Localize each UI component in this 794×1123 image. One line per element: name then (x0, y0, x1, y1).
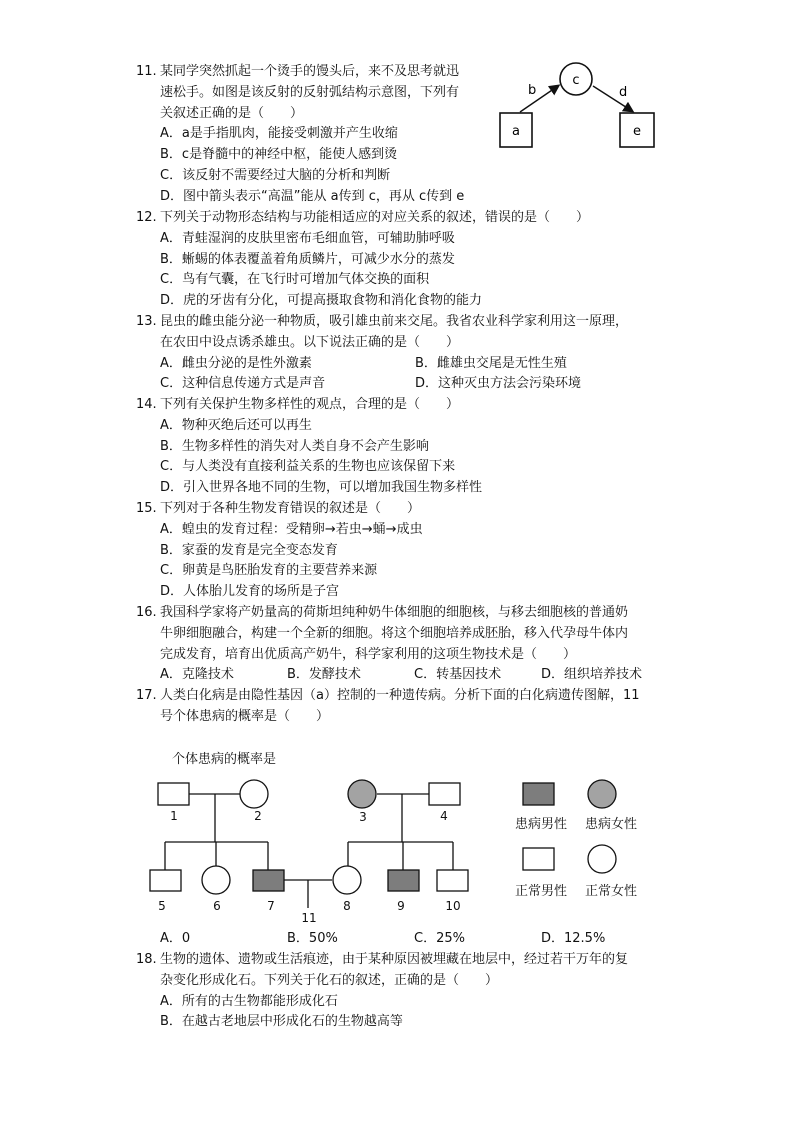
option-row (136, 665, 676, 686)
pedigree-chart (140, 770, 660, 930)
option-c: C．转基因技术 (414, 667, 502, 683)
question-17-options (136, 929, 676, 950)
legend-normal-female-symbol (588, 845, 616, 873)
option-row (136, 374, 676, 395)
option-b: B．雌雄虫交尾是无性生殖 (415, 355, 567, 371)
option-a: A．克隆技术 (160, 667, 234, 683)
label-e: e (633, 124, 641, 139)
legend-normal-female-label: 正常女性 (584, 884, 638, 899)
question-17 (136, 686, 676, 728)
individual-7-affected-male (253, 870, 284, 891)
individual-3-affected-female (348, 780, 376, 808)
reflex-arc-diagram (490, 58, 670, 158)
question-stem-line: 牛卵细胞融合，构建一个全新的细胞。将这个细胞培养成胚胎，移入代孕母牛体内 (160, 625, 629, 641)
option-a: A．蝗虫的发育过程：受精卵→若虫→蛹→成虫 (160, 521, 423, 537)
individual-5-normal-male (150, 870, 181, 891)
figure-title: 个体患病的概率是 (172, 752, 277, 767)
legend-affected-female-symbol (588, 780, 616, 808)
legend-affected-male-label: 患病男性 (514, 817, 568, 832)
question-stem-line: 关叙述正确的是（ ） (160, 105, 304, 121)
legend-affected-male-symbol (523, 783, 554, 805)
option-row (136, 929, 676, 950)
question-stem: 12. 下列关于动物形态结构与功能相适应的对应关系的叙述，错误的是（ ） (136, 208, 676, 229)
legend-affected-female-label: 患病女性 (584, 817, 638, 832)
question-number: 16. (136, 605, 157, 620)
option-b: B．50% (287, 931, 338, 946)
individual-2-normal-female (240, 780, 268, 808)
option-b: B．发酵技术 (287, 667, 361, 683)
question-number: 18. (136, 952, 157, 967)
option-b: B．家蚕的发育是完全变态发育 (160, 542, 338, 558)
question-stem: 14. 下列有关保护生物多样性的观点，合理的是（ ） (136, 395, 676, 416)
label-a: a (512, 124, 520, 139)
question-15 (136, 499, 676, 603)
question-16 (136, 603, 676, 686)
label-9: 9 (397, 899, 405, 913)
individual-6-normal-female (202, 866, 230, 894)
question-stem: 13. 昆虫的雌虫能分泌一种物质，吸引雄虫前来交尾。我省农业科学家利用这一原理， (136, 312, 676, 333)
option-d: D．人体胎儿发育的场所是子宫 (160, 584, 340, 600)
option-d: D．图中箭头表示“高温”能从 a传到 c，再从 c传到 e (160, 188, 465, 204)
option-c: C．这种信息传递方式是声音 (160, 376, 326, 392)
legend-normal-male-label: 正常男性 (514, 884, 568, 899)
question-number: 11. (136, 64, 157, 79)
question-18 (136, 950, 676, 1033)
question-stem-line: 杂变化形成化石。下列关于化石的叙述，正确的是（ ） (160, 972, 499, 988)
question-stem: 16. 我国科学家将产奶量高的荷斯坦纯种奶牛体细胞的细胞核，与移去细胞核的普通奶 (136, 603, 676, 624)
label-6: 6 (213, 899, 221, 913)
option-d: D．虎的牙齿有分化，可提高摄取食物和消化食物的能力 (160, 293, 483, 309)
question-13 (136, 312, 676, 395)
question-number: 12. (136, 210, 157, 225)
label-11: 11 (301, 911, 317, 925)
option-a: A．所有的古生物都能形成化石 (160, 993, 338, 1009)
question-stem: 15. 下列对于各种生物发育错误的叙述是（ ） (136, 499, 676, 520)
question-stem: 18. 生物的遗体、遗物或生活痕迹，由于某种原因被埋藏在地层中，经过若干万年的复 (136, 950, 676, 971)
individual-10-normal-male (437, 870, 468, 891)
label-d: d (619, 85, 628, 100)
option-c: C．与人类没有直接利益关系的生物也应该保留下来 (160, 459, 456, 475)
legend-normal-male-symbol (523, 848, 554, 870)
option-a: A．青蛙湿润的皮肤里密布毛细血管，可辅助肺呼吸 (160, 230, 455, 246)
option-b: B．在越古老地层中形成化石的生物越高等 (160, 1014, 403, 1030)
label-b: b (528, 83, 537, 98)
option-d: D．这种灭虫方法会污染环境 (415, 376, 582, 392)
question-number: 15. (136, 501, 157, 516)
option-b: B．生物多样性的消失对人类自身不会产生影响 (160, 438, 429, 454)
option-row (136, 354, 676, 375)
option-a: A．物种灭绝后还可以再生 (160, 417, 312, 433)
option-a: A．0 (160, 931, 191, 946)
option-d: D．引入世界各地不同的生物，可以增加我国生物多样性 (160, 480, 483, 496)
label-3: 3 (359, 810, 367, 824)
option-c: C．鸟有气囊，在飞行时可增加气体交换的面积 (160, 272, 430, 288)
option-c: C．卵黄是鸟胚胎发育的主要营养来源 (160, 563, 378, 579)
option-a: A．雌虫分泌的是性外激素 (160, 355, 312, 371)
label-4: 4 (440, 809, 448, 823)
label-1: 1 (170, 809, 178, 823)
individual-8-normal-female (333, 866, 361, 894)
question-12 (136, 208, 676, 312)
question-number: 14. (136, 397, 157, 412)
question-stem-line: 在农田中设点诱杀雄虫。以下说法正确的是（ ） (160, 334, 460, 350)
option-b: B．蜥蜴的体表覆盖着角质鳞片，可减少水分的蒸发 (160, 251, 455, 267)
option-d: D．12.5% (541, 931, 606, 946)
question-stem-line: 号个体患病的概率是（ ） (160, 708, 330, 724)
option-c: C．25% (414, 931, 465, 946)
label-8: 8 (343, 899, 351, 913)
option-d: D．组织培养技术 (541, 667, 643, 683)
question-14 (136, 395, 676, 499)
label-7: 7 (267, 899, 275, 913)
label-10: 10 (445, 899, 461, 913)
question-stem-line: 完成发育，培育出优质高产奶牛，科学家利用的这项生物技术是（ ） (160, 646, 577, 662)
label-2: 2 (254, 809, 262, 823)
question-number: 13. (136, 314, 157, 329)
individual-4-normal-male (429, 783, 460, 805)
label-c: c (572, 73, 580, 88)
question-stem: 11. 某同学突然抓起一个烫手的馒头后，来不及思考就迅 (136, 62, 486, 83)
option-c: C．该反射不需要经过大脑的分析和判断 (160, 167, 391, 183)
question-stem: 17. 人类白化病是由隐性基因（a）控制的一种遗传病。分析下面的白化病遗传图解，11 (136, 686, 676, 707)
question-stem-line: 速松手。如图是该反射的反射弧结构示意图，下列有 (160, 84, 460, 100)
label-5: 5 (158, 899, 166, 913)
question-11 (136, 62, 486, 208)
option-b: B．c是脊髓中的神经中枢，能使人感到烫 (160, 147, 398, 163)
individual-9-affected-male (388, 870, 419, 891)
individual-1-normal-male (158, 783, 189, 805)
arrow-b (520, 86, 558, 112)
question-number: 17. (136, 688, 157, 703)
option-a: A．a是手指肌肉，能接受刺激并产生收缩 (160, 126, 398, 142)
